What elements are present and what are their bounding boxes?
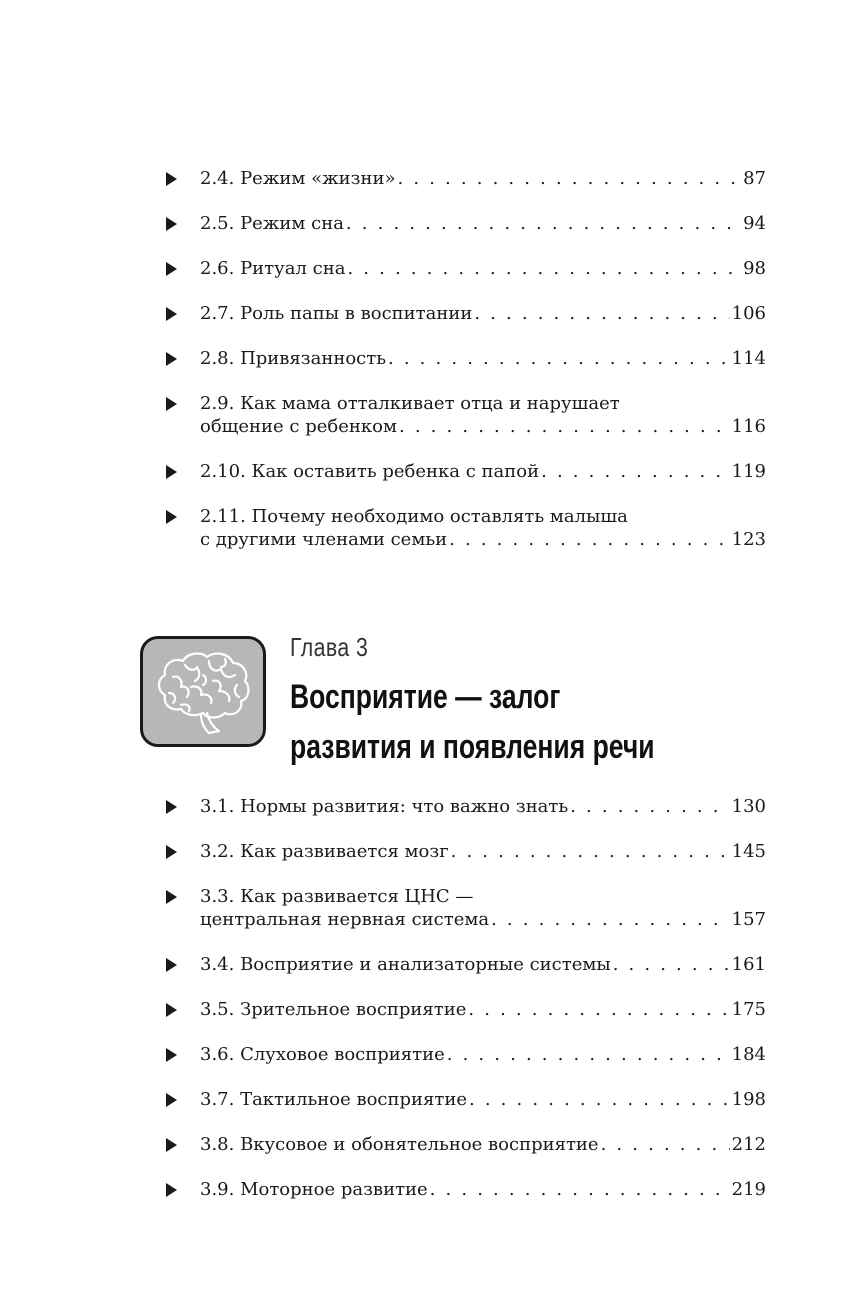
toc-entry-line (200, 347, 766, 370)
toc-entry-line (200, 1043, 766, 1066)
toc-entry[interactable] (166, 167, 766, 190)
toc-entry-title: центральная нервная система (200, 909, 490, 930)
toc-entry[interactable] (166, 885, 766, 931)
dot-leader (491, 908, 730, 931)
toc-entry-page-number: 130 (731, 796, 766, 817)
toc-entry-title: 3.5. Зрительное восприятие (200, 999, 467, 1020)
toc-entry-line (200, 528, 766, 551)
chapter-3-toc-list (166, 795, 766, 1223)
triangle-bullet-icon (166, 1003, 177, 1017)
dot-leader (570, 795, 729, 818)
triangle-bullet-icon (166, 172, 177, 186)
triangle-bullet-icon (166, 1138, 177, 1152)
toc-entry-line (200, 953, 766, 976)
toc-entry-page-number: 184 (731, 1044, 766, 1065)
dot-leader (541, 460, 730, 483)
chapter-3-heading (140, 632, 780, 766)
triangle-bullet-icon (166, 262, 177, 276)
toc-entry-page-number: 219 (731, 1179, 766, 1200)
toc-entry[interactable] (166, 840, 766, 863)
toc-entry-line (200, 167, 766, 190)
triangle-bullet-icon (166, 307, 177, 321)
dot-leader (430, 1178, 730, 1201)
toc-entry-page-number: 116 (731, 416, 766, 437)
chapter-title-line-1: Восприятие — залог (290, 678, 561, 716)
toc-entry-title: 3.8. Вкусовое и обонятельное восприятие (200, 1134, 599, 1155)
toc-entry-page-number: 98 (743, 258, 766, 279)
toc-entry[interactable] (166, 347, 766, 370)
toc-entry-title: 2.5. Режим сна (200, 213, 344, 234)
toc-entry-page-number: 123 (731, 529, 766, 550)
toc-entry-line (200, 795, 766, 818)
toc-entry-page-number: 114 (731, 348, 766, 369)
triangle-bullet-icon (166, 465, 177, 479)
triangle-bullet-icon (166, 1093, 177, 1107)
dot-leader (346, 212, 741, 235)
toc-entry-page-number: 157 (731, 909, 766, 930)
toc-entry-page-number: 106 (731, 303, 766, 324)
dot-leader (449, 528, 730, 551)
triangle-bullet-icon (166, 217, 177, 231)
triangle-bullet-icon (166, 1048, 177, 1062)
toc-entry-line (200, 1088, 766, 1111)
dot-leader (399, 415, 730, 438)
toc-entry[interactable] (166, 953, 766, 976)
dot-leader (388, 347, 730, 370)
toc-entry[interactable] (166, 257, 766, 280)
toc-entry-page-number: 198 (731, 1089, 766, 1110)
dot-leader (347, 257, 741, 280)
toc-entry-title: 3.4. Восприятие и анализаторные системы (200, 954, 611, 975)
toc-entry-line (200, 415, 766, 438)
toc-entry[interactable] (166, 1178, 766, 1201)
triangle-bullet-icon (166, 1183, 177, 1197)
toc-entry-page-number: 161 (731, 954, 766, 975)
toc-entry-title: 2.6. Ритуал сна (200, 258, 346, 279)
toc-entry-title: 3.1. Нормы развития: что важно знать (200, 796, 569, 817)
toc-entry[interactable] (166, 212, 766, 235)
toc-entry[interactable] (166, 302, 766, 325)
toc-entry-page-number: 87 (743, 168, 766, 189)
toc-entry-page-number: 119 (731, 461, 766, 482)
toc-entry-title-line: 2.11. Почему необходимо оставлять малыша (200, 506, 628, 527)
toc-entry-title: общение с ребенком (200, 416, 397, 437)
toc-entry-line (200, 1178, 766, 1201)
toc-entry-title: 3.6. Слуховое восприятие (200, 1044, 445, 1065)
triangle-bullet-icon (166, 958, 177, 972)
toc-entry[interactable] (166, 505, 766, 551)
toc-entry-title-line: 3.3. Как развивается ЦНС — (200, 886, 474, 907)
toc-entry[interactable] (166, 1088, 766, 1111)
toc-entry-title: 3.2. Как развивается мозг (200, 841, 449, 862)
triangle-bullet-icon (166, 510, 177, 524)
toc-entry-title: 2.7. Роль папы в воспитании (200, 303, 473, 324)
toc-entry[interactable] (166, 1133, 766, 1156)
triangle-bullet-icon (166, 397, 177, 411)
toc-entry-line (200, 908, 766, 931)
toc-entry-title-line: 2.9. Как мама отталкивает отца и нарушает (200, 393, 620, 414)
toc-entry-title: 2.8. Привязанность (200, 348, 386, 369)
chapter-title (290, 672, 655, 772)
toc-entry-line (200, 840, 766, 863)
toc-entry[interactable] (166, 1043, 766, 1066)
triangle-bullet-icon (166, 890, 177, 904)
toc-entry[interactable] (166, 998, 766, 1021)
toc-entry-title: 3.9. Моторное развитие (200, 1179, 428, 1200)
dot-leader (601, 1133, 730, 1156)
toc-entry[interactable] (166, 460, 766, 483)
toc-entry[interactable] (166, 795, 766, 818)
triangle-bullet-icon (166, 352, 177, 366)
toc-entry-line (200, 1133, 766, 1156)
triangle-bullet-icon (166, 800, 177, 814)
chapter-label: Глава 3 (290, 632, 369, 662)
toc-entry-line (200, 212, 766, 235)
toc-entry-page-number: 145 (731, 841, 766, 862)
dot-leader (468, 998, 729, 1021)
toc-entry-page-number: 94 (743, 213, 766, 234)
toc-entry-title: 3.7. Тактильное восприятие (200, 1089, 467, 1110)
dot-leader (447, 1043, 730, 1066)
chapter-title-line-2: развития и появления речи (290, 728, 655, 766)
toc-entry-line (200, 998, 766, 1021)
dot-leader (451, 840, 730, 863)
toc-entry-title: 2.10. Как оставить ребенка с папой (200, 461, 540, 482)
toc-entry-page-number: 212 (731, 1134, 766, 1155)
dot-leader (474, 302, 729, 325)
toc-entry[interactable] (166, 392, 766, 438)
triangle-bullet-icon (166, 845, 177, 859)
toc-entry-line (200, 257, 766, 280)
dot-leader (398, 167, 742, 190)
toc-entry-title: 2.4. Режим «жизни» (200, 168, 396, 189)
toc-entry-page-number: 175 (731, 999, 766, 1020)
chapter-2-toc-list (166, 167, 766, 573)
toc-entry-line (200, 302, 766, 325)
dot-leader (469, 1088, 730, 1111)
toc-entry-line (200, 460, 766, 483)
brain-icon (140, 636, 266, 747)
toc-entry-title: с другими членами семьи (200, 529, 448, 550)
dot-leader (613, 953, 730, 976)
